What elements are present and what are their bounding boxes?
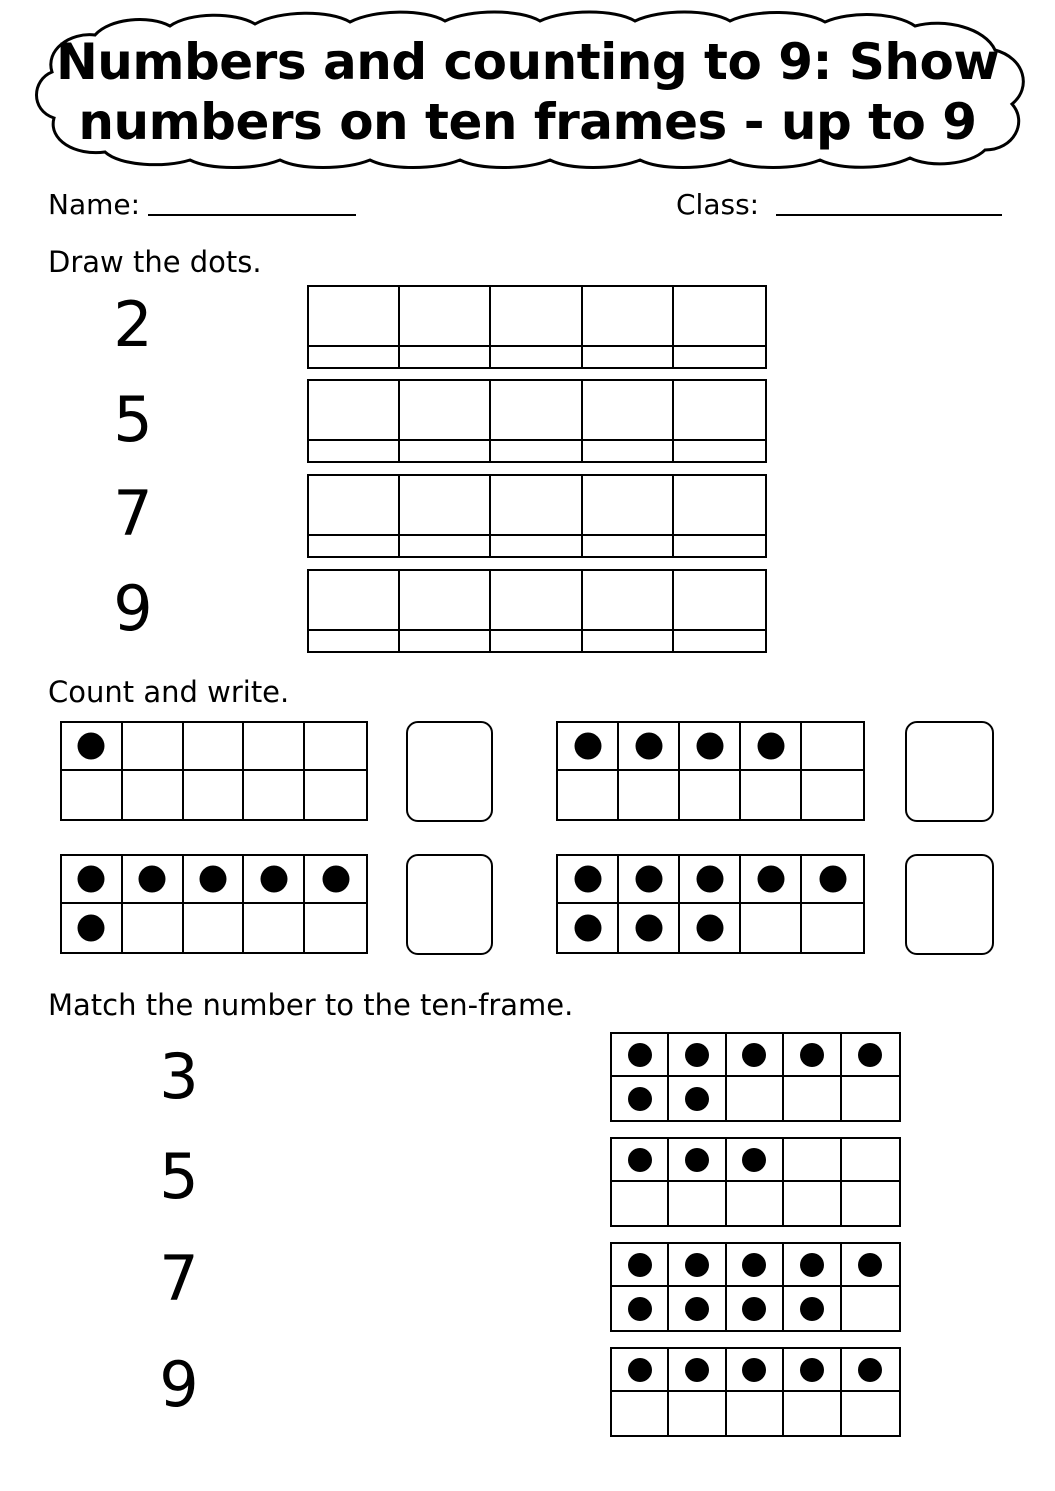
ten-frame-cell [612, 1034, 669, 1077]
draw-number-1: 2 [113, 288, 153, 361]
ten-frame-cell[interactable] [583, 571, 674, 631]
ten-frame-cell [784, 1182, 841, 1225]
count-answer-box[interactable] [406, 854, 493, 955]
ten-frame-cell[interactable] [583, 287, 674, 347]
ten-frame-cell[interactable] [309, 441, 400, 461]
ten-frame-cell [727, 1139, 784, 1182]
ten-frame-cell[interactable] [309, 476, 400, 536]
counter-dot [742, 1253, 766, 1277]
count-answer-box[interactable] [905, 721, 994, 822]
counter-dot [858, 1253, 882, 1277]
counter-dot [199, 866, 226, 893]
ten-frame-cell [727, 1349, 784, 1392]
match-ten-frame[interactable] [610, 1032, 901, 1122]
match-number-1[interactable]: 3 [159, 1040, 199, 1113]
ten-frame-cell [727, 1287, 784, 1330]
ten-frame-cell [802, 904, 863, 952]
counter-dot [635, 733, 662, 760]
match-section-heading: Match the number to the ten-frame. [48, 988, 574, 1022]
ten-frame-cell [680, 856, 741, 904]
ten-frame-cell[interactable] [583, 381, 674, 441]
ten-frame-cell [842, 1349, 899, 1392]
ten-frame-cell[interactable] [400, 571, 491, 631]
ten-frame-cell [612, 1287, 669, 1330]
count-ten-frame [60, 721, 368, 821]
ten-frame-cell [680, 904, 741, 952]
counter-dot [139, 866, 166, 893]
ten-frame-cell [727, 1392, 784, 1435]
ten-frame-cell [305, 723, 366, 771]
ten-frame-cell [244, 856, 305, 904]
ten-frame-cell[interactable] [583, 536, 674, 556]
ten-frame-cell [184, 723, 245, 771]
ten-frame-cell [244, 771, 305, 819]
count-ten-frame [60, 854, 368, 954]
ten-frame-cell [784, 1034, 841, 1077]
ten-frame-cell[interactable] [583, 441, 674, 461]
ten-frame-cell[interactable] [674, 631, 765, 651]
count-ten-frame [556, 721, 865, 821]
class-line[interactable] [776, 214, 1002, 216]
ten-frame-cell [62, 723, 123, 771]
ten-frame-cell [842, 1077, 899, 1120]
count-ten-frame [556, 854, 865, 954]
ten-frame-cell [305, 771, 366, 819]
ten-frame-cell[interactable] [491, 347, 582, 367]
ten-frame-cell [558, 723, 619, 771]
ten-frame-cell[interactable] [674, 441, 765, 461]
ten-frame-cell[interactable] [400, 287, 491, 347]
counter-dot [628, 1043, 652, 1067]
ten-frame-cell [669, 1349, 726, 1392]
count-answer-box[interactable] [905, 854, 994, 955]
ten-frame-cell[interactable] [309, 631, 400, 651]
match-number-2[interactable]: 5 [159, 1140, 199, 1213]
counter-dot [742, 1358, 766, 1382]
ten-frame-cell[interactable] [674, 476, 765, 536]
ten-frame-cell [123, 723, 184, 771]
counter-dot [858, 1358, 882, 1382]
ten-frame-cell [741, 723, 802, 771]
ten-frame-cell [612, 1244, 669, 1287]
ten-frame-cell[interactable] [674, 571, 765, 631]
counter-dot [800, 1043, 824, 1067]
ten-frame-cell [619, 723, 680, 771]
ten-frame-cell [619, 771, 680, 819]
counter-dot [635, 915, 662, 942]
ten-frame-cell [727, 1077, 784, 1120]
match-number-3[interactable]: 7 [159, 1242, 199, 1315]
ten-frame-cell [842, 1182, 899, 1225]
ten-frame-cell [558, 904, 619, 952]
ten-frame-cell [784, 1392, 841, 1435]
ten-frame-cell[interactable] [400, 476, 491, 536]
ten-frame-cell[interactable] [583, 347, 674, 367]
ten-frame-cell[interactable] [491, 631, 582, 651]
ten-frame-cell [619, 856, 680, 904]
ten-frame-cell[interactable] [491, 381, 582, 441]
ten-frame-cell [784, 1139, 841, 1182]
ten-frame-cell [842, 1034, 899, 1077]
counter-dot [685, 1148, 709, 1172]
ten-frame-cell [727, 1034, 784, 1077]
draw-number-4: 9 [113, 572, 153, 645]
ten-frame-cell [741, 771, 802, 819]
ten-frame-cell [784, 1287, 841, 1330]
counter-dot [78, 915, 105, 942]
counter-dot [685, 1358, 709, 1382]
ten-frame-cell [727, 1244, 784, 1287]
counter-dot [628, 1148, 652, 1172]
ten-frame-cell [123, 904, 184, 952]
ten-frame-cell [669, 1244, 726, 1287]
counter-dot [260, 866, 287, 893]
match-ten-frame[interactable] [610, 1242, 901, 1332]
counter-dot [628, 1253, 652, 1277]
ten-frame-cell [842, 1392, 899, 1435]
draw-ten-frame[interactable] [307, 569, 767, 653]
ten-frame-cell [558, 856, 619, 904]
counter-dot [78, 866, 105, 893]
ten-frame-cell [802, 771, 863, 819]
ten-frame-cell [612, 1077, 669, 1120]
counter-dot [635, 866, 662, 893]
counter-dot [696, 915, 723, 942]
ten-frame-cell [244, 904, 305, 952]
ten-frame-cell [619, 904, 680, 952]
counter-dot [800, 1297, 824, 1321]
draw-number-3: 7 [113, 477, 153, 550]
ten-frame-cell [727, 1182, 784, 1225]
ten-frame-cell [62, 771, 123, 819]
counter-dot [574, 915, 601, 942]
ten-frame-cell [669, 1034, 726, 1077]
ten-frame-cell [669, 1139, 726, 1182]
counter-dot [322, 866, 349, 893]
ten-frame-cell [612, 1139, 669, 1182]
counter-dot [742, 1148, 766, 1172]
ten-frame-cell [184, 904, 245, 952]
match-ten-frame[interactable] [610, 1347, 901, 1437]
counter-dot [742, 1297, 766, 1321]
counter-dot [78, 733, 105, 760]
ten-frame-cell [741, 856, 802, 904]
draw-ten-frame[interactable] [307, 474, 767, 558]
counter-dot [685, 1043, 709, 1067]
ten-frame-cell [669, 1077, 726, 1120]
ten-frame-cell[interactable] [400, 441, 491, 461]
counter-dot [628, 1087, 652, 1111]
ten-frame-cell [680, 771, 741, 819]
ten-frame-cell[interactable] [674, 287, 765, 347]
ten-frame-cell [305, 856, 366, 904]
ten-frame-cell [184, 771, 245, 819]
counter-dot [574, 866, 601, 893]
counter-dot [800, 1253, 824, 1277]
ten-frame-cell [123, 856, 184, 904]
ten-frame-cell [842, 1139, 899, 1182]
ten-frame-cell[interactable] [583, 476, 674, 536]
ten-frame-cell[interactable] [400, 536, 491, 556]
ten-frame-cell [62, 856, 123, 904]
ten-frame-cell [802, 723, 863, 771]
draw-number-2: 5 [113, 383, 153, 456]
count-section-heading: Count and write. [48, 675, 290, 709]
ten-frame-cell[interactable] [309, 571, 400, 631]
ten-frame-cell[interactable] [491, 536, 582, 556]
ten-frame-cell [802, 856, 863, 904]
counter-dot [742, 1043, 766, 1067]
counter-dot [685, 1253, 709, 1277]
counter-dot [628, 1297, 652, 1321]
ten-frame-cell[interactable] [674, 381, 765, 441]
ten-frame-cell [612, 1349, 669, 1392]
ten-frame-cell [612, 1182, 669, 1225]
ten-frame-cell[interactable] [400, 347, 491, 367]
ten-frame-cell[interactable] [309, 347, 400, 367]
counter-dot [696, 866, 723, 893]
ten-frame-cell[interactable] [491, 571, 582, 631]
counter-dot [696, 733, 723, 760]
counter-dot [685, 1087, 709, 1111]
counter-dot [628, 1358, 652, 1382]
title-line-1: Numbers and counting to 9: Show [55, 33, 1000, 91]
ten-frame-cell [62, 904, 123, 952]
ten-frame-cell [784, 1349, 841, 1392]
ten-frame-cell[interactable] [309, 381, 400, 441]
ten-frame-cell [842, 1287, 899, 1330]
ten-frame-cell [305, 904, 366, 952]
ten-frame-cell[interactable] [400, 631, 491, 651]
counter-dot [757, 733, 784, 760]
ten-frame-cell [244, 723, 305, 771]
ten-frame-cell [558, 771, 619, 819]
counter-dot [800, 1358, 824, 1382]
counter-dot [819, 866, 846, 893]
ten-frame-cell[interactable] [583, 631, 674, 651]
ten-frame-cell [669, 1182, 726, 1225]
counter-dot [685, 1297, 709, 1321]
ten-frame-cell [669, 1392, 726, 1435]
ten-frame-cell[interactable] [400, 381, 491, 441]
name-line[interactable] [148, 214, 356, 216]
ten-frame-cell [184, 856, 245, 904]
match-number-4[interactable]: 9 [159, 1348, 199, 1421]
count-answer-box[interactable] [406, 721, 493, 822]
match-ten-frame[interactable] [610, 1137, 901, 1227]
ten-frame-cell [784, 1077, 841, 1120]
title-line-2: numbers on ten frames - up to 9 [78, 93, 977, 151]
ten-frame-cell [741, 904, 802, 952]
counter-dot [757, 866, 784, 893]
ten-frame-cell[interactable] [309, 536, 400, 556]
counter-dot [858, 1043, 882, 1067]
counter-dot [574, 733, 601, 760]
ten-frame-cell [784, 1244, 841, 1287]
draw-ten-frame[interactable] [307, 379, 767, 463]
ten-frame-cell [612, 1392, 669, 1435]
ten-frame-cell[interactable] [491, 476, 582, 536]
ten-frame-cell [680, 723, 741, 771]
class-label: Class: [676, 188, 760, 221]
ten-frame-cell[interactable] [491, 441, 582, 461]
draw-ten-frame[interactable] [307, 285, 767, 369]
ten-frame-cell [123, 771, 184, 819]
ten-frame-cell[interactable] [674, 536, 765, 556]
ten-frame-cell [669, 1287, 726, 1330]
ten-frame-cell[interactable] [309, 287, 400, 347]
name-label: Name: [48, 188, 141, 221]
ten-frame-cell [842, 1244, 899, 1287]
draw-section-heading: Draw the dots. [48, 245, 262, 279]
ten-frame-cell[interactable] [491, 287, 582, 347]
ten-frame-cell[interactable] [674, 347, 765, 367]
